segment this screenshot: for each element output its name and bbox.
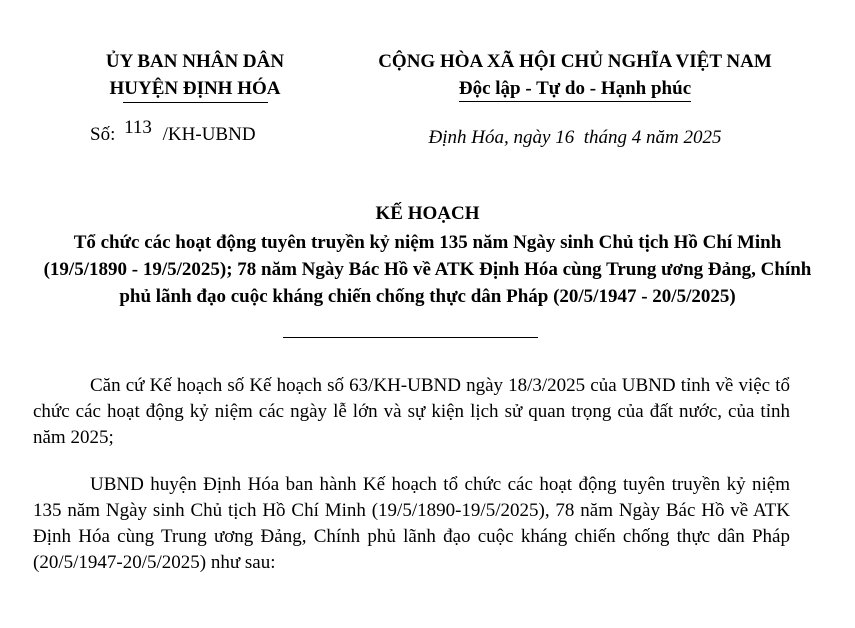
place-date-day: Định Hóa, ngày 16 bbox=[428, 127, 575, 148]
number-prefix: Số: bbox=[90, 124, 116, 145]
authority-line-2: HUYỆN ĐỊNH HÓA bbox=[109, 78, 281, 99]
document-subtitle: Tổ chức các hoạt động tuyên truyền kỷ niệm 135 năm Ngày sinh Chủ tịch Hồ Chí Minh (19/5/1890 - 19/5/2025); 78 năm Ngày Bác Hồ về ATK Định Hóa cùng Trung ương Đảng, Chính phủ lãnh đạo cuộc kháng chiến chống thực dân Pháp (20/5/1947 - 20/5/2025) bbox=[43, 232, 812, 307]
number-suffix: /KH-UBND bbox=[162, 124, 256, 145]
place-date bbox=[340, 127, 810, 149]
title-underline bbox=[283, 337, 538, 338]
authority-line-1: ỦY BAN NHÂN DÂN bbox=[105, 51, 285, 72]
national-title: CỘNG HÒA XÃ HỘI CHỦ NGHĨA VIỆT NAM bbox=[378, 51, 772, 72]
authority-underline bbox=[123, 102, 268, 103]
number-value: 113 bbox=[124, 117, 152, 138]
cut-off-text-fragment bbox=[170, 620, 350, 628]
paragraph-basis: Căn cứ Kế hoạch số Kế hoạch số 63/KH-UBND ngày 18/3/2025 của UBND tỉnh về việc tổ chức các hoạt động kỷ niệm các ngày lễ lớn và sự kiện lịch sử quan trọng của đất nước, của tỉnh năm 2025; bbox=[33, 375, 790, 448]
national-header bbox=[340, 48, 810, 102]
national-motto: Độc lập - Tự do - Hạnh phúc bbox=[459, 76, 691, 102]
place-date-month-year: tháng 4 năm 2025 bbox=[583, 127, 722, 148]
issuing-authority bbox=[40, 48, 350, 103]
document-number bbox=[90, 117, 256, 146]
paragraph-intro: UBND huyện Định Hóa ban hành Kế hoạch tổ chức các hoạt động tuyên truyền kỷ niệm 135 năm Ngày sinh Chủ tịch Hồ Chí Minh (19/5/1890-19/5/2025), 78 năm Ngày Bác Hồ về ATK Định Hóa cùng Trung ương Đảng, Chính phủ lãnh đạo cuộc kháng chiến chống thực dân Pháp (20/5/1947-20/5/2025) như sau: bbox=[33, 474, 790, 573]
document-title: KẾ HOẠCH bbox=[375, 203, 480, 224]
